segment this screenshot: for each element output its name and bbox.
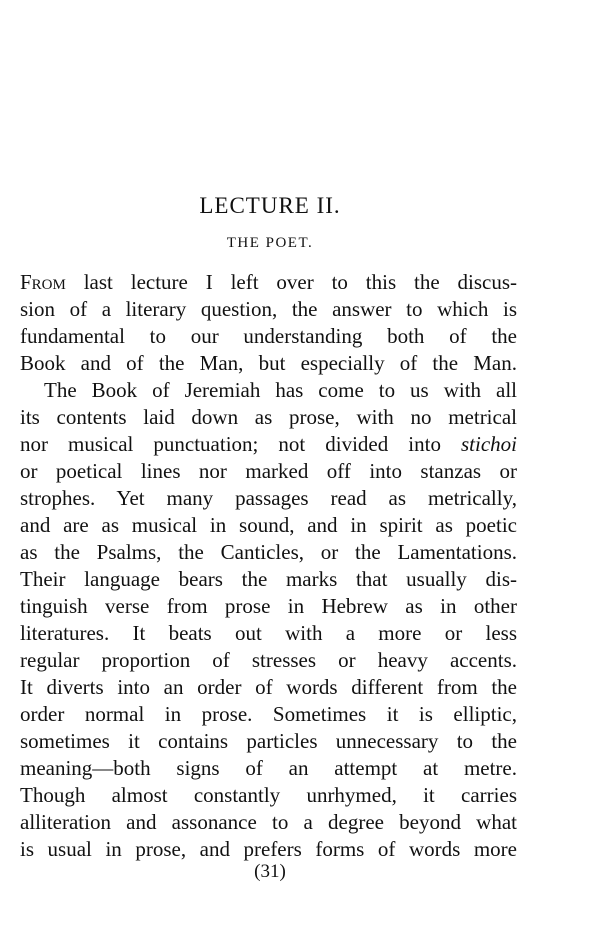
text-line: alliteration and assonance to a degree beyond what: [20, 810, 517, 834]
page-number: (31): [254, 861, 286, 882]
text-line: regular proportion of stresses or heavy accents.: [20, 648, 517, 672]
text-line: sion of a literary question, the answer to which is: [20, 297, 517, 321]
line-text: last lecture I left over to this the discus-: [65, 270, 517, 294]
text-line: its contents laid down as prose, with no metrical: [20, 405, 517, 429]
line-text: nor musical punctuation; not divided into: [20, 432, 461, 456]
text-line: Book and of the Man, but especially of the Man.: [20, 351, 517, 375]
text-line: strophes. Yet many passages read as metrically,: [20, 486, 517, 510]
text-line: meaning—both signs of an attempt at metre.: [20, 756, 517, 780]
text-line: Though almost constantly unrhymed, it carries: [20, 783, 517, 807]
opening-word: From: [20, 270, 66, 294]
section-title: THE POET.: [226, 235, 314, 251]
text-line: Their language bears the marks that usually dis-: [20, 567, 517, 591]
lecture-heading: LECTURE II.: [199, 193, 341, 218]
text-line: and are as musical in sound, and in spirit as poetic: [20, 513, 517, 537]
body-text: [20, 269, 517, 863]
text-line: tinguish verse from prose in Hebrew as in other: [20, 594, 517, 618]
paragraph-start-line: The Book of Jeremiah has come to us with all: [44, 378, 517, 402]
text-line: literatures. It beats out with a more or less: [20, 621, 517, 645]
text-line: [20, 431, 517, 458]
text-line: fundamental to our understanding both of the: [20, 324, 517, 348]
text-line: as the Psalms, the Canticles, or the Lamentations.: [20, 540, 517, 564]
text-line: [20, 269, 517, 296]
text-line: order normal in prose. Sometimes it is elliptic,: [20, 702, 517, 726]
italic-word: stichoi: [461, 432, 517, 456]
text-line: or poetical lines nor marked off into stanzas or: [20, 459, 517, 483]
text-line: is usual in prose, and prefers forms of words more: [20, 837, 517, 861]
text-line: It diverts into an order of words different from the: [20, 675, 517, 699]
text-line: sometimes it contains particles unnecessary to the: [20, 729, 517, 753]
